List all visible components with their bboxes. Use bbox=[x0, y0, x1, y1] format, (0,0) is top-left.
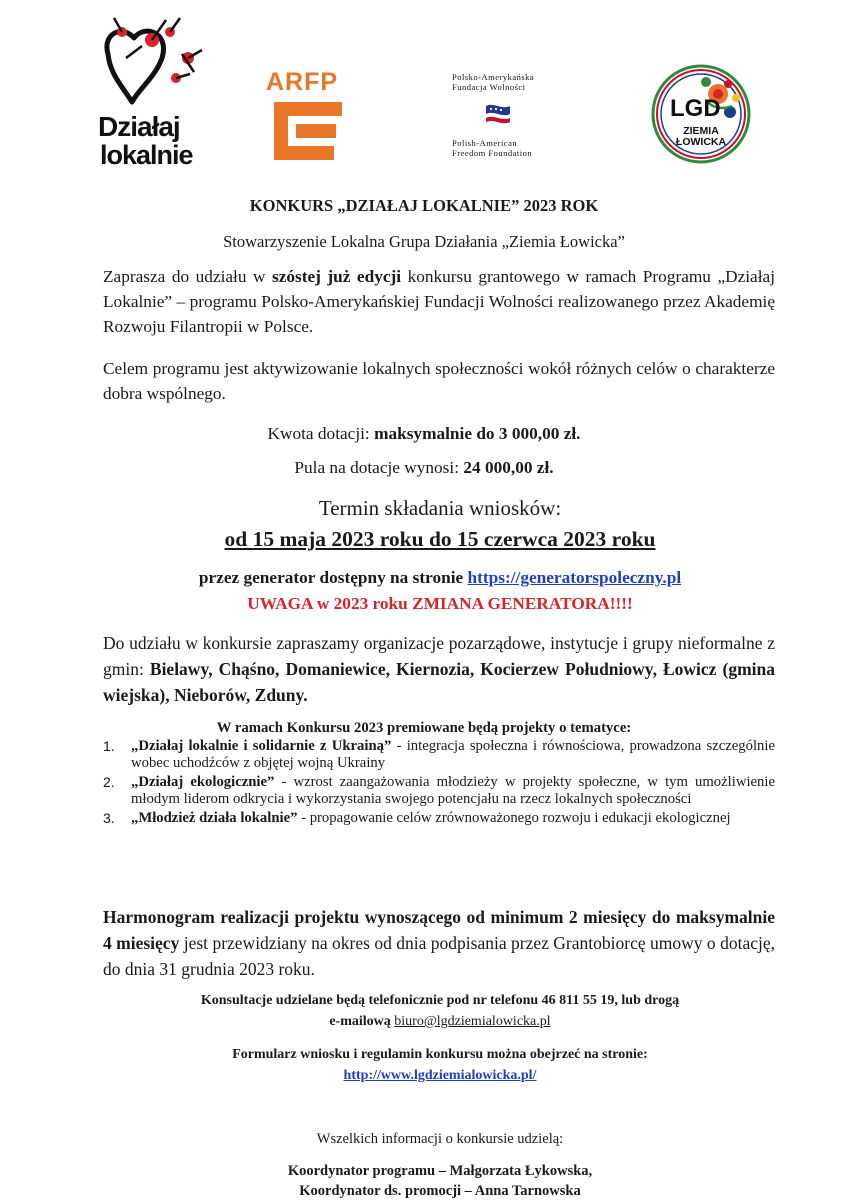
goal-paragraph: Celem programu jest aktywizowanie lokalnych społeczności wokół różnych celów o charakterze dobra wspólnego. bbox=[103, 359, 775, 403]
dzialaj-logo-line1: Działaj bbox=[98, 111, 180, 142]
consultation-line: Konsultacje udzielane będą telefonicznie pod nr telefonu 46 811 55 19, lub drogą bbox=[200, 993, 680, 1008]
flag-emblem-icon bbox=[484, 102, 512, 128]
themes-list bbox=[103, 738, 775, 827]
grant-pool bbox=[0, 457, 848, 479]
pafw-pl-line2: Fundacja Wolności bbox=[452, 82, 526, 92]
pafw-logo bbox=[452, 72, 562, 162]
pool-label: Pula na dotacje wynosi: bbox=[294, 458, 464, 477]
generator-label: przez generator dostępny na stronie bbox=[198, 568, 468, 587]
generator-warning: UWAGA w 2023 roku ZMIANA GENERATORA!!!! bbox=[247, 594, 633, 613]
forms-line: Formularz wniosku i regulamin konkursu można obejrzeć na stronie: bbox=[232, 1047, 648, 1062]
intro-paragraph bbox=[103, 264, 775, 339]
consultation-email-line bbox=[0, 1013, 848, 1031]
website-link[interactable]: http://www.lgdziemialowicka.pl/ bbox=[343, 1068, 537, 1083]
theme-description: - propagowanie celów zrównoważonego rozwoju i edukacji ekologicznej bbox=[297, 810, 731, 826]
info-line: Wszelkich informacji o konkursie udzielą: bbox=[316, 1131, 564, 1147]
dzialaj-lokalnie-logo bbox=[92, 14, 212, 174]
arfp-emblem-icon bbox=[270, 98, 346, 164]
eligibility-communes: Bielawy, Chąśno, Domaniewice, Kiernozia, Kocierzew Południowy, Łowicz (gmina wiejska), Nieborów, Zduny. bbox=[103, 659, 775, 705]
deadline-label: Termin składania wniosków: bbox=[318, 496, 562, 520]
theme-number: 3. bbox=[103, 810, 115, 826]
theme-number: 2. bbox=[103, 774, 115, 790]
pafw-pl-line1: Polsko-Amerykańska bbox=[452, 72, 535, 82]
eligibility-text: Do udziału w konkursie zapraszamy organizacje pozarządowe, instytucje i grupy nieformalne z gmin: bbox=[103, 633, 775, 679]
theme-title: „Działaj ekologicznie” bbox=[131, 774, 275, 790]
deadline-dates: od 15 maja 2023 roku do 15 czerwca 2023 roku bbox=[224, 527, 656, 551]
schedule-text: jest przewidziany na okres od dnia podpisania przez Grantobiorcę umowy o dotację, do dnia 31 grudnia 2023 roku. bbox=[103, 933, 775, 979]
lgd-mark: LGD bbox=[670, 95, 721, 122]
theme-item bbox=[103, 774, 775, 808]
page-title: KONKURS „DZIAŁAJ LOKALNIE” 2023 ROK bbox=[249, 196, 599, 215]
theme-title: „Działaj lokalnie i solidarnie z Ukrainą” bbox=[131, 738, 392, 754]
themes-heading: W ramach Konkursu 2023 premiowane będą projekty o tematyce: bbox=[216, 720, 632, 736]
folk-wreath-icon bbox=[648, 60, 754, 168]
generator-link[interactable]: https://generatorspoleczny.pl bbox=[467, 568, 682, 587]
intro-edition: szóstej już edycji bbox=[271, 267, 402, 286]
forms-url-line bbox=[0, 1067, 848, 1085]
theme-number: 1. bbox=[103, 738, 115, 754]
pool-value: 24 000,00 zł. bbox=[463, 458, 554, 477]
pafw-en-line2: Freedom Foundation bbox=[452, 148, 533, 158]
grant-label: Kwota dotacji: bbox=[267, 424, 375, 443]
schedule-duration: Harmonogram realizacji projektu wynoszącego od minimum 2 miesięcy do maksymalnie 4 miesięcy bbox=[103, 907, 775, 953]
coordinator-line-2: Koordynator ds. promocji – Anna Tarnowska bbox=[299, 1183, 581, 1199]
intro-text: Zaprasza do udziału w bbox=[103, 267, 272, 286]
coordinator-line-1: Koordynator programu – Małgorzata Łykowska, bbox=[287, 1163, 593, 1179]
consultation-email-label: e-mailową bbox=[329, 1014, 395, 1029]
arfp-logo-text: ARFP bbox=[266, 68, 339, 96]
dzialaj-logo-line2: lokalnie bbox=[100, 140, 193, 170]
theme-title: „Młodzież działa lokalnie” bbox=[131, 810, 298, 826]
generator-line bbox=[0, 567, 848, 589]
organizer-line: Stowarzyszenie Lokalna Grupa Działania „Ziemia Łowicka” bbox=[223, 232, 625, 251]
theme-item bbox=[103, 810, 775, 827]
lgd-ziemia-lowicka-logo bbox=[648, 60, 754, 168]
email-link[interactable]: biuro@lgdziemialowicka.pl bbox=[394, 1014, 551, 1029]
intro-text-rest: konkursu grantowego w ramach Programu „Działaj Lokalnie” – programu Polsko-Amerykańskiej Fundacji Wolności realizowanego przez Akademię Rozwoju Filantropii w Polsce. bbox=[103, 267, 776, 336]
arfp-logo bbox=[264, 70, 354, 166]
pafw-en-line1: Polish-American bbox=[452, 138, 518, 148]
theme-item bbox=[103, 738, 775, 772]
theme-description: - integracja społeczna i równościowa, prowadzona szczególnie wobec uchodźców z objętej wojną Ukrainy bbox=[131, 738, 775, 771]
lgd-line1: ZIEMIA bbox=[683, 125, 719, 137]
theme-description: - wzrost zaangażowania młodzieży w projekty społeczne, w tym umożliwienie młodym liderom odkrycia i wykorzystania swojego potencjału na rzecz lokalnych społeczności bbox=[131, 774, 775, 807]
eligibility-paragraph bbox=[103, 630, 775, 708]
schedule-paragraph bbox=[103, 904, 775, 982]
heart-flowers-icon bbox=[92, 14, 212, 114]
grant-value: maksymalnie do 3 000,00 zł. bbox=[374, 424, 581, 443]
grant-amount bbox=[0, 423, 848, 445]
lgd-line2: ŁOWICKA bbox=[675, 136, 727, 148]
